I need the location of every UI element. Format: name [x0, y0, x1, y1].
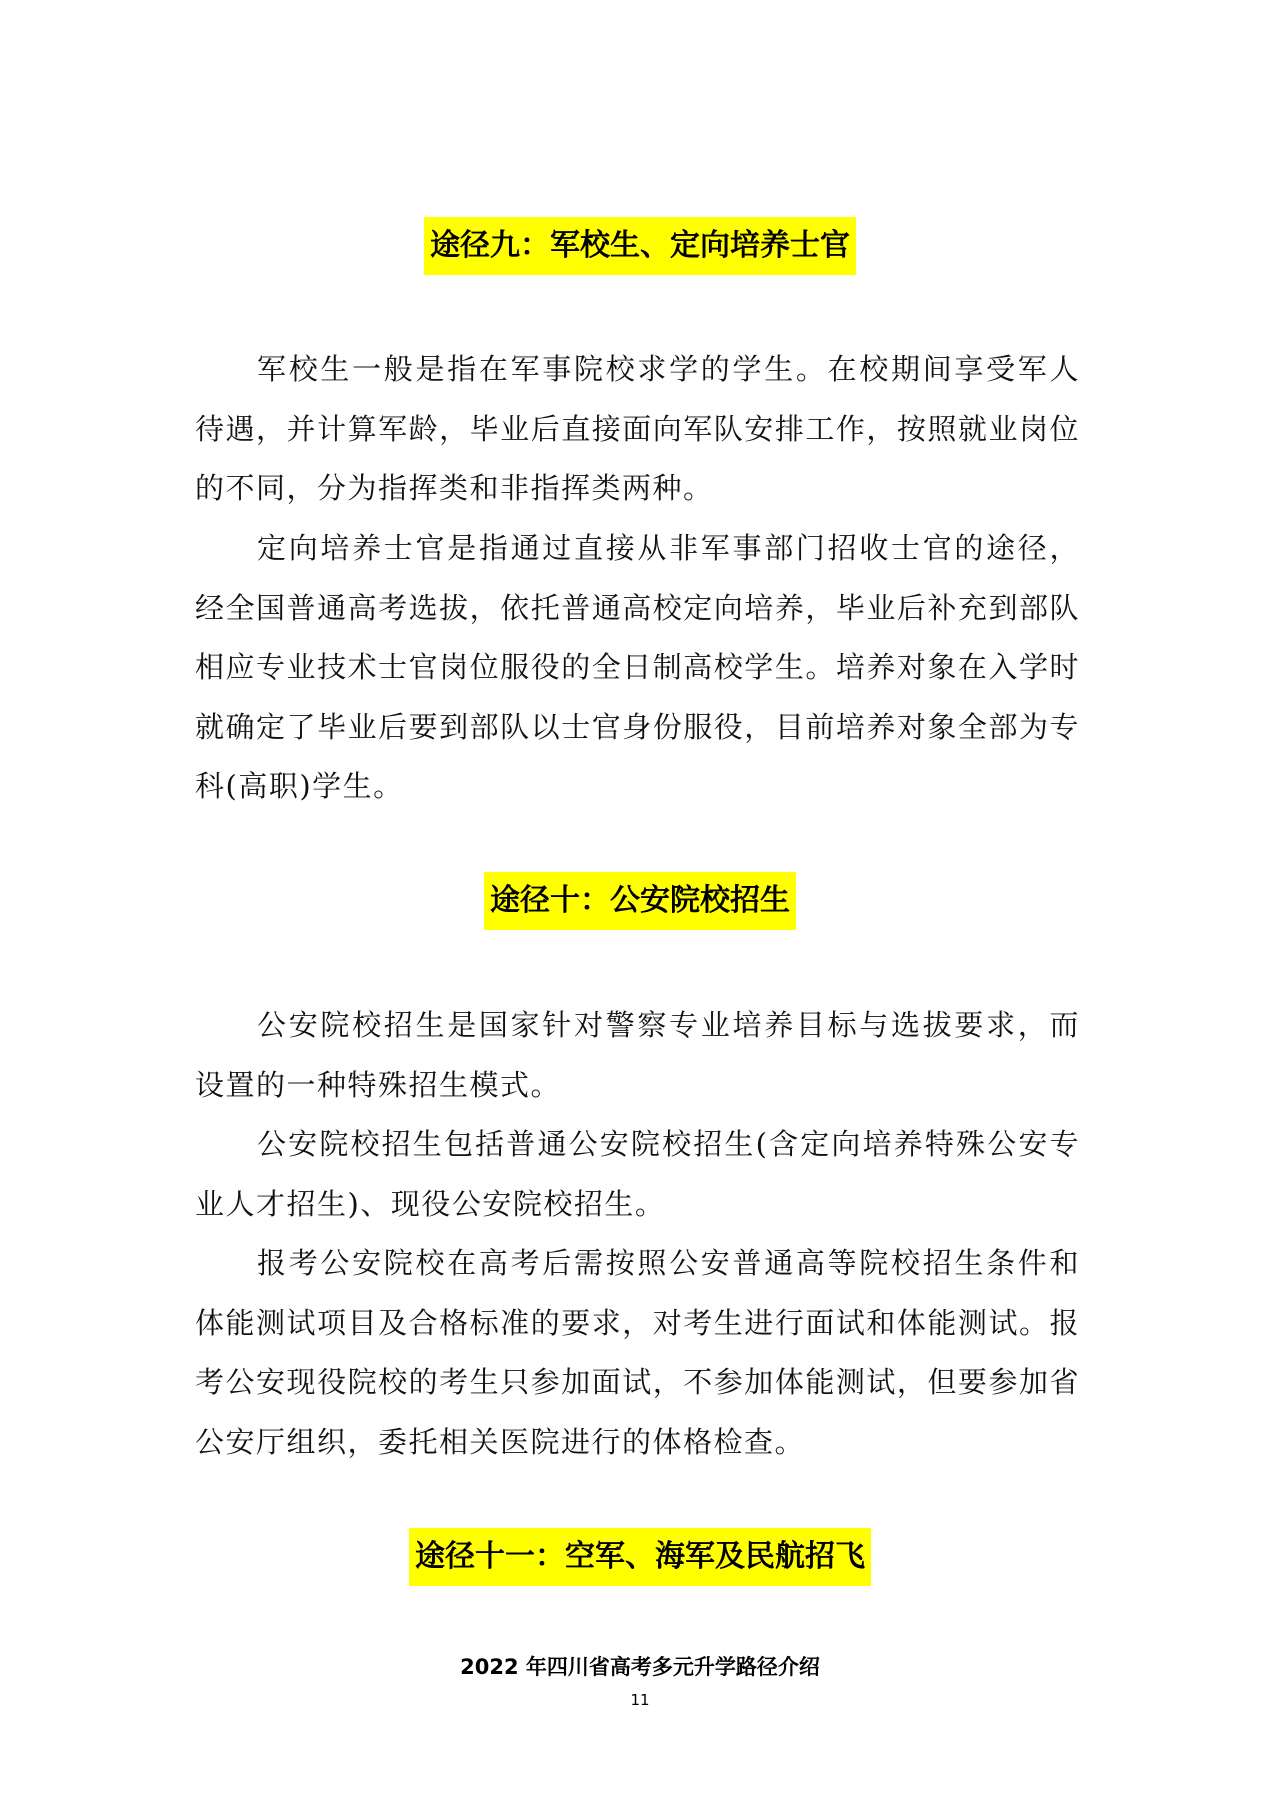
section-heading-9: 途径九：军校生、定向培养士官: [424, 217, 856, 275]
paragraph: 报考公安院校在高考后需按照公安普通高等院校招生条件和体能测试项目及合格标准的要求，对考生进行面试和体能测试。报考公安现役院校的考生只参加面试，不参加体能测试，但要参加省公安厅组织，委托相关医院进行的体格检查。: [195, 1246, 1080, 1459]
paragraph: 定向培养士官是指通过直接从非军事部门招收士官的途径，经全国普通高考选拔，依托普通高校定向培养，毕业后补充到部队相应专业技术士官岗位服役的全日制高校学生。培养对象在入学时就确定了毕业后要到部队以士官身份服役，目前培养对象全部为专科(高职)学生。: [195, 531, 1080, 803]
page-number: 11: [630, 1691, 650, 1709]
section-heading-wrap: [0, 1528, 1280, 1586]
section-heading-wrap: [0, 217, 1280, 275]
section-heading-10: 途径十：公安院校招生: [484, 872, 796, 930]
paragraph: 公安院校招生包括普通公安院校招生(含定向培养特殊公安专业人才招生)、现役公安院校招生。: [195, 1127, 1080, 1221]
paragraph: 公安院校招生是国家针对警察专业培养目标与选拔要求，而设置的一种特殊招生模式。: [195, 1008, 1080, 1102]
section-heading-11: 途径十一：空军、海军及民航招飞: [409, 1528, 871, 1586]
paragraph: 军校生一般是指在军事院校求学的学生。在校期间享受军人待遇，并计算军龄，毕业后直接面向军队安排工作，按照就业岗位的不同，分为指挥类和非指挥类两种。: [195, 352, 1080, 505]
section-heading-wrap: [0, 872, 1280, 930]
footer-title: 2022 年四川省高考多元升学路径介绍: [460, 1655, 820, 1679]
